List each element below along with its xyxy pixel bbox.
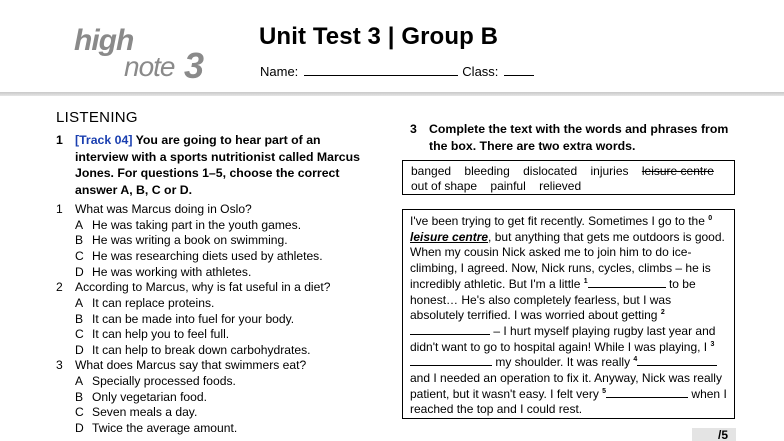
word-item: relieved bbox=[539, 179, 582, 193]
answer-gap-3[interactable] bbox=[410, 355, 492, 366]
answer-option[interactable]: D Twice the average amount. bbox=[75, 420, 238, 435]
exercise3-instruction bbox=[410, 121, 750, 154]
word-item: bleeding bbox=[464, 164, 510, 178]
question-text: According to Marcus, why is fat useful in a diet? bbox=[75, 280, 331, 295]
word-item: painful bbox=[490, 179, 526, 193]
header-divider bbox=[0, 92, 784, 96]
question-text: What was Marcus doing in Oslo? bbox=[75, 202, 252, 216]
word-item: banged bbox=[411, 164, 452, 178]
word-item: out of shape bbox=[411, 179, 478, 193]
class-label: Class: bbox=[462, 64, 499, 79]
word-item: injuries bbox=[590, 164, 629, 178]
track-label: [Track 04] bbox=[75, 133, 133, 147]
answer-option[interactable]: A It can replace proteins. bbox=[75, 295, 215, 310]
word-item: dislocated bbox=[523, 164, 578, 178]
instruction-number: 1 bbox=[56, 133, 63, 147]
listening-instruction bbox=[56, 132, 376, 198]
answer-option[interactable]: C He was researching diets used by athletes. bbox=[75, 248, 323, 263]
name-class-row bbox=[260, 64, 534, 79]
svg-text:3: 3 bbox=[184, 45, 205, 84]
instruction-text: You are going to hear part of an interview with a sports nutritionist called Marcus Jones. For questions 1–5, choose the correct answer A, B, C or D. bbox=[75, 133, 360, 197]
instruction-text: Complete the text with the words and phrases from the box. There are two extra words. bbox=[429, 122, 729, 153]
answer-option[interactable]: B It can be made into fuel for your body. bbox=[75, 311, 295, 326]
answer-option[interactable]: C Seven meals a day. bbox=[75, 405, 198, 420]
question: 3 What does Marcus say that swimmers eat? bbox=[56, 358, 307, 373]
answer-option[interactable]: A Specially processed foods. bbox=[75, 374, 236, 389]
answer-gap-1[interactable] bbox=[588, 277, 666, 288]
name-field[interactable] bbox=[304, 64, 458, 76]
high-note-logo bbox=[72, 22, 212, 84]
section-heading-listening: LISTENING bbox=[56, 109, 138, 126]
answer-option[interactable]: D He was working with athletes. bbox=[75, 264, 252, 279]
answer-gap-2[interactable] bbox=[410, 324, 490, 335]
question-text: What does Marcus say that swimmers eat? bbox=[75, 358, 307, 373]
answer-option[interactable]: D It can help to break down carbohydrates. bbox=[75, 342, 311, 357]
gap-fill-text: I've been trying to get fit recently. Sometimes I go to the $^0$ leisure centre, but anything that gets me outdoors is good. When my cousin Nick asked me to join him to do ice-climbing, I agreed. Now, Nick runs, cycles, climbs – he is incredibly athletic. But I'm a little $^1$ to be honest… He's also completely fearless, but I was absolutely terrified. I was worried about getting $^2$ – I hurt myself playing rugby last year and didn't want to go to hospital again! While I was playing, I $^3$ my shoulder. It was really $^4$ and I needed an operation to fix it. Anyway, Nick was really patient, but it wasn't easy. I felt very $^5$ when I reached the top and I could rest. bbox=[402, 209, 735, 419]
answer-option[interactable]: B He was writing a book on swimming. bbox=[75, 233, 288, 248]
word-item-used: leisure centre bbox=[641, 164, 714, 178]
answer-option[interactable]: B Only vegetarian food. bbox=[75, 389, 207, 404]
answer-option[interactable]: A He was taking part in the youth games. bbox=[75, 217, 302, 232]
page-title: Unit Test 3 | Group B bbox=[259, 23, 499, 50]
answer-gap-5[interactable] bbox=[606, 387, 688, 398]
instruction-number: 3 bbox=[410, 122, 417, 136]
question: 1 What was Marcus doing in Oslo? bbox=[56, 202, 252, 216]
question-list bbox=[56, 202, 376, 437]
score-box: /5 bbox=[692, 428, 736, 441]
svg-text:high: high bbox=[74, 24, 134, 57]
answer-gap-4[interactable] bbox=[637, 355, 717, 366]
class-field[interactable] bbox=[504, 64, 534, 76]
word-box bbox=[402, 160, 735, 195]
svg-text:note: note bbox=[124, 51, 175, 82]
question: 2 According to Marcus, why is fat useful in a diet? bbox=[56, 280, 331, 295]
answer-option[interactable]: C It can help you to feel full. bbox=[75, 327, 230, 342]
example-answer: leisure centre bbox=[410, 229, 489, 244]
name-label: Name: bbox=[260, 64, 299, 79]
